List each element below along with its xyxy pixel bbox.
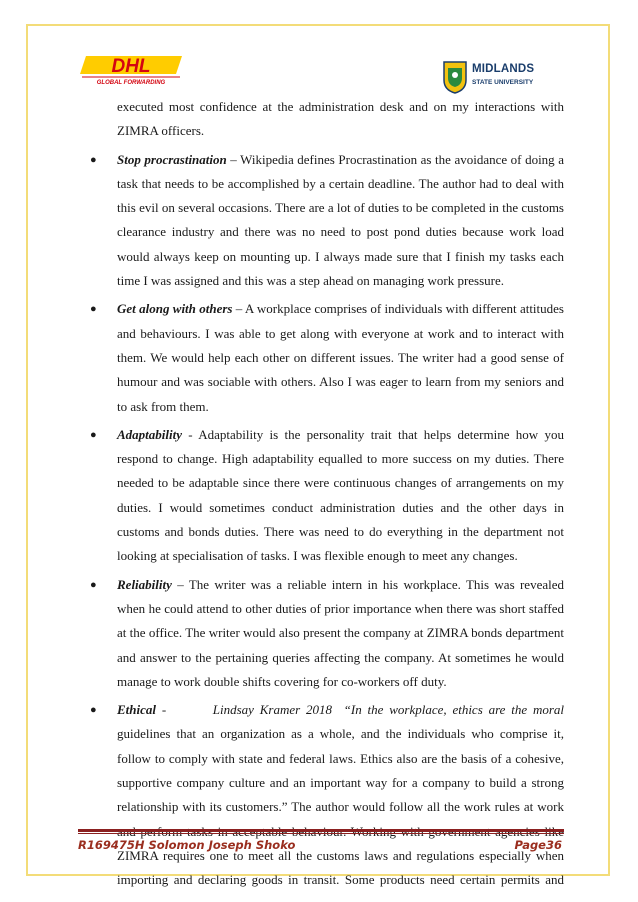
item-line: this evil on several occasions. There are a lot of duties to be completed in the customs bbox=[117, 200, 564, 216]
bullet-icon: ● bbox=[90, 303, 97, 316]
quote-line: guidelines that an organization as a whole, and the individuals who comprise it, bbox=[117, 726, 564, 742]
msu-name: MIDLANDS bbox=[472, 63, 535, 75]
footer-rule bbox=[78, 829, 564, 834]
footer-page-number: Page36 bbox=[514, 838, 562, 852]
item-term: Adaptability bbox=[117, 426, 182, 442]
item-line: – The writer was a reliable intern in his workplace. This was revealed bbox=[171, 576, 564, 592]
intro-line: executed most confidence at the administration desk and on my interactions with bbox=[117, 99, 564, 114]
list-item bbox=[86, 423, 564, 569]
item-term: Ethical bbox=[117, 702, 157, 718]
item-line: needed to be adaptable since there were continuous changes of arrangements on my bbox=[117, 475, 564, 491]
item-line: them. We would help each other on different issues. The writer had a good sense of bbox=[117, 349, 564, 365]
item-line: time I was assigned and this was a step ahead on managing work pressure. bbox=[117, 273, 505, 289]
quote-text: “In the workplace, ethics are the moral bbox=[343, 702, 565, 718]
item-line: to ask from them. bbox=[117, 398, 209, 414]
item-line: humour and was sociable with others. Also I was eager to learn from my seniors and bbox=[117, 374, 564, 390]
item-line: would always keep on mounting up. I always made sure that I finish my tasks each bbox=[117, 248, 564, 264]
dhl-logo-text: DHL bbox=[111, 56, 151, 77]
msu-subtitle: STATE UNIVERSITY bbox=[472, 79, 534, 86]
bullet-icon: ● bbox=[90, 578, 97, 591]
item-line: and answer to the pertaining queries affecting the company. At sometimes he would bbox=[117, 649, 564, 665]
item-line: importing and declaring goods in transit. Some products need certain permits and bbox=[117, 872, 564, 888]
footer-author: R169475H Solomon Joseph Shoko bbox=[78, 838, 296, 852]
msu-crest-icon bbox=[442, 60, 468, 94]
item-line: looking at specialisation of tasks. I was flexible enough to meet any changes. bbox=[117, 548, 518, 564]
item-line: task that needs to be accomplished by a certain deadline. The author had to deal with bbox=[117, 175, 564, 191]
item-line: – Wikipedia defines Procrastination as the avoidance of doing a bbox=[226, 151, 564, 167]
item-line: clearance industry and there was no need to post pond duties because work load bbox=[117, 224, 564, 240]
body-content bbox=[86, 95, 564, 893]
quote-line: supportive company culture and an important way for a company to build a strong bbox=[117, 775, 564, 791]
item-line: when he could attend to other duties of prior importance when there was short staffed bbox=[117, 600, 564, 616]
item-line: – A workplace comprises of individuals with different attitudes bbox=[232, 301, 564, 317]
msu-logo bbox=[442, 60, 562, 94]
item-line: ZIMRA requires one to meet all the customs laws and regulations especially when bbox=[117, 847, 564, 863]
bullet-icon: ● bbox=[90, 704, 97, 717]
item-line: duties. I would sometimes conduct administration duties and the other days in bbox=[117, 499, 564, 515]
item-term: Stop procrastination bbox=[117, 151, 227, 167]
quote-line: relationship with its customers.” bbox=[117, 799, 288, 815]
item-dash: - bbox=[156, 702, 167, 718]
item-line: at the office. The writer would also present the company at ZIMRA bonds department bbox=[117, 625, 564, 641]
item-line: - Adaptability is the personality trait that helps determine how you bbox=[182, 426, 564, 442]
item-term: Reliability bbox=[117, 576, 172, 592]
list-item bbox=[86, 573, 564, 694]
quote-line: follow to comply with state and federal laws. Ethics also are the basis of a cohesive, bbox=[117, 750, 564, 766]
item-line: The author would follow all the work rules at work bbox=[287, 799, 564, 815]
list-item bbox=[86, 698, 564, 892]
intro-line: ZIMRA officers. bbox=[117, 123, 205, 139]
item-line: respond to change. High adaptability equalled to more success on my duties. There bbox=[117, 451, 564, 467]
bullet-icon: ● bbox=[90, 153, 97, 166]
item-line: customs and bonds duties. There was need to do everything in the department not bbox=[117, 524, 564, 540]
dhl-logo-subtitle: GLOBAL FORWARDING bbox=[96, 80, 166, 86]
citation: Lindsay Kramer 2018 bbox=[212, 702, 332, 718]
list-item bbox=[86, 297, 564, 418]
item-line: and behaviours. I was able to get along with everyone at work and to interact with bbox=[117, 325, 564, 341]
item-line: and perform tasks in acceptable behaviour. Working with government agencies like bbox=[117, 823, 564, 839]
item-line: manage to work double shifts covering for co-workers off duty. bbox=[117, 673, 447, 689]
list-item bbox=[86, 148, 564, 294]
item-term: Get along with others bbox=[117, 301, 233, 317]
dhl-logo bbox=[76, 52, 186, 86]
bullet-icon: ● bbox=[90, 428, 97, 441]
